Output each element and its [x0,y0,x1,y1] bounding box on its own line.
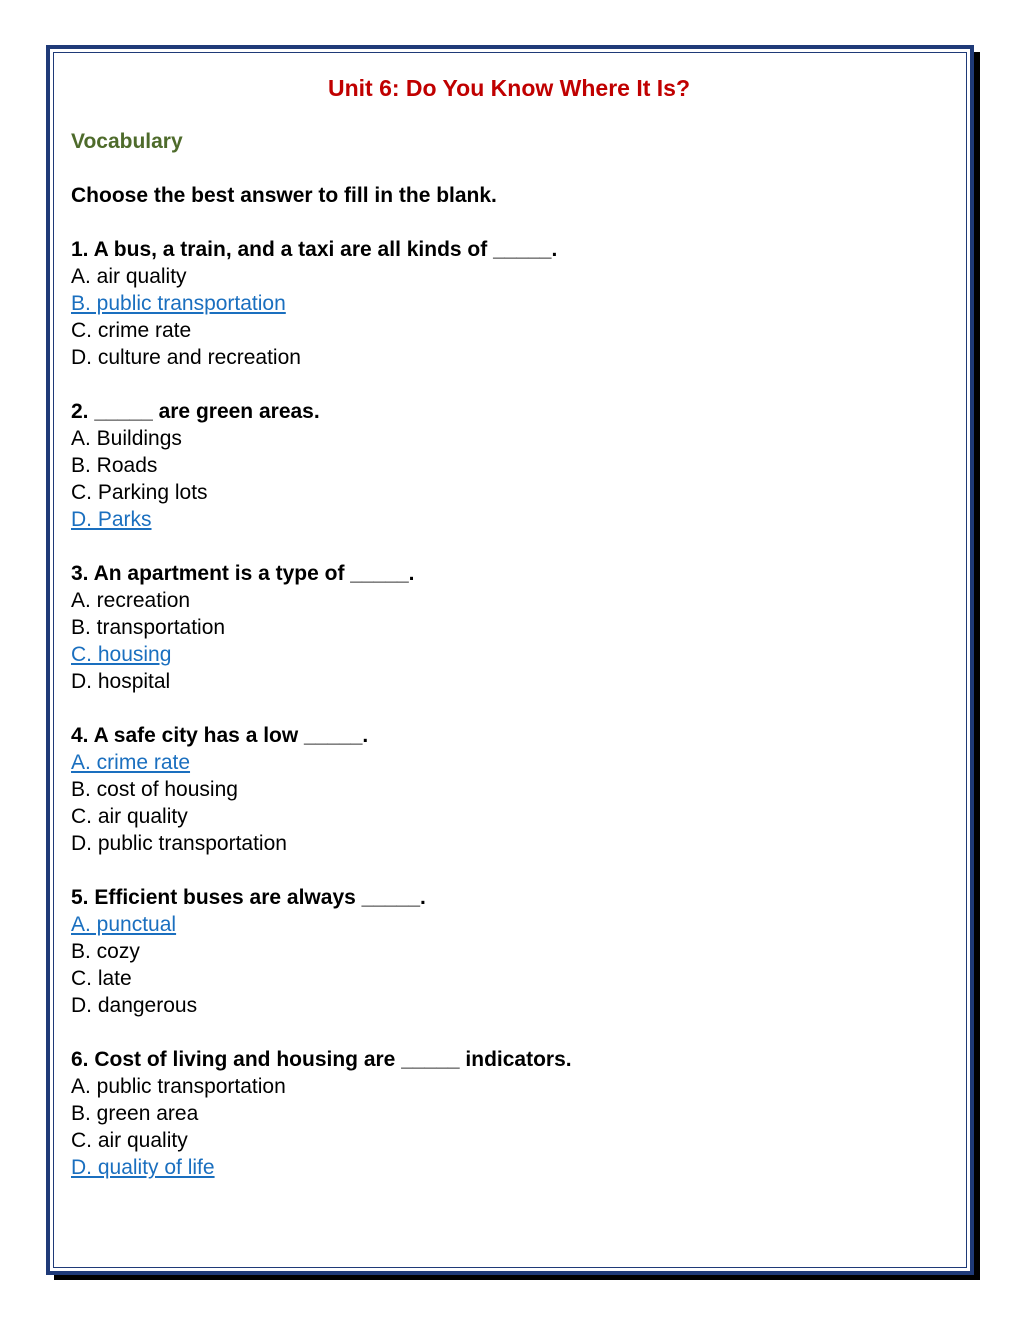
correct-answer-link[interactable]: A. punctual [71,913,177,936]
answer-option: A. Buildings [71,427,182,450]
question-2 [71,398,951,533]
answer-option: B. Roads [71,454,158,477]
answer-option: A. air quality [71,265,187,288]
question-5 [71,884,951,1019]
answer-option: C. air quality [71,805,188,828]
correct-answer-link[interactable]: A. crime rate [71,751,191,774]
answer-option: C. Parking lots [71,481,208,504]
question-1 [71,236,951,371]
correct-answer-link[interactable]: D. quality of life [71,1156,215,1179]
answer-option: C. crime rate [71,319,192,342]
worksheet-content [71,72,951,1181]
question-6 [71,1046,951,1181]
answer-option: B. cost of housing [71,778,238,801]
question-stem: 3. An apartment is a type of _____. [71,562,415,585]
answer-option: D. public transportation [71,832,287,855]
answer-option: A. recreation [71,589,191,612]
question-stem: 1. A bus, a train, and a taxi are all kinds of _____. [71,238,558,261]
answer-option: D. hospital [71,670,171,693]
answer-option: A. public transportation [71,1075,286,1098]
question-3 [71,560,951,695]
correct-answer-link[interactable]: C. housing [71,643,172,666]
correct-answer-link[interactable]: B. public transportation [71,292,286,315]
answer-option: D. culture and recreation [71,346,301,369]
instructions: Choose the best answer to fill in the blank. [71,184,497,207]
answer-option: C. late [71,967,132,990]
question-stem: 5. Efficient buses are always _____. [71,886,426,909]
correct-answer-link[interactable]: D. Parks [71,508,152,531]
answer-option: B. green area [71,1102,199,1125]
question-stem: 6. Cost of living and housing are _____ indicators. [71,1048,572,1071]
answer-option: C. air quality [71,1129,188,1152]
answer-option: B. transportation [71,616,226,639]
question-4 [71,722,951,857]
question-stem: 4. A safe city has a low _____. [71,724,369,747]
answer-option: D. dangerous [71,994,198,1017]
question-stem: 2. _____ are green areas. [71,400,320,423]
page-title: Unit 6: Do You Know Where It Is? [327,75,691,101]
answer-option: B. cozy [71,940,140,963]
section-heading: Vocabulary [71,130,183,153]
